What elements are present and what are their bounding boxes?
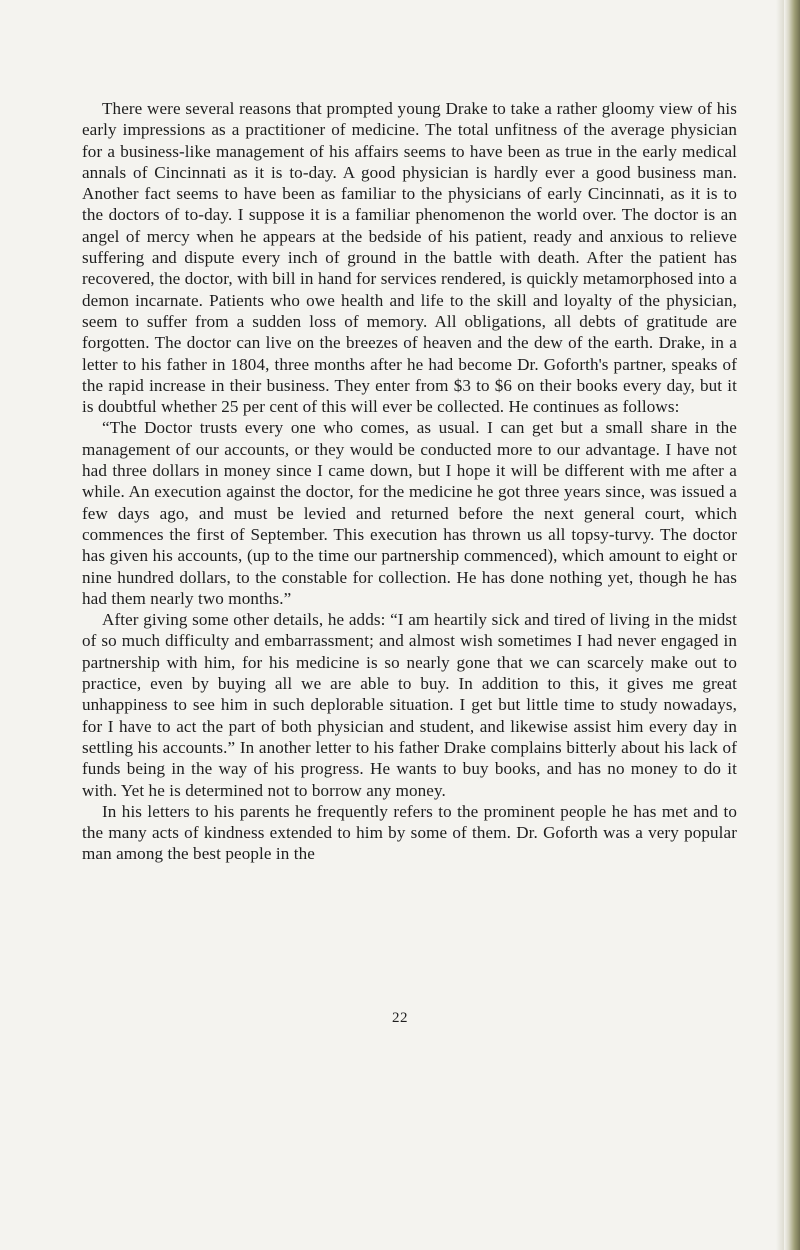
page-edge-band — [784, 0, 800, 1250]
paragraph-4: In his letters to his parents he frequently refers to the prominent people he has met and to the many acts of kindness extended to him by some of them. Dr. Goforth was a very popular man among the best people in the — [82, 801, 737, 864]
binding-shadow — [776, 0, 784, 1250]
body-text — [82, 98, 737, 865]
paragraph-1: There were several reasons that prompted young Drake to take a rather gloomy view of his early impressions as a practitioner of medicine. The total unfitness of the average physician for a business-like management of his affairs seems to have been as true in the early medical annals of Cincinnati as it is to-day. A good physician is hardly ever a good business man. Another fact seems to have been as familiar to the physicians of early Cincinnati, as it is to the doctors of to-day. I suppose it is a familiar phenomenon the world over. The doctor is an angel of mercy when he appears at the bedside of his patient, ready and anxious to relieve suffering and dispute every inch of ground in the battle with death. After the patient has recovered, the doctor, with bill in hand for services rendered, is quickly metamorphosed into a demon incarnate. Patients who owe health and life to the skill and loyalty of the physician, seem to suffer from a sudden loss of memory. All obligations, all debts of gratitude are forgotten. The doctor can live on the breezes of heaven and the dew of the earth. Drake, in a letter to his father in 1804, three months after he had become Dr. Goforth's partner, speaks of the rapid increase in their business. They enter from $3 to $6 on their books every day, but it is doubtful whether 25 per cent of this will ever be collected. He continues as follows: — [82, 99, 737, 417]
paragraph-2-quotation: “The Doctor trusts every one who comes, as usual. I can get but a small share in the management of our accounts, or they would be conducted more to our advantage. I have not had three dollars in money since I came down, but I hope it will be different with me after a while. An execution against the doctor, for the medicine he got three years since, was issued a few days ago, and must be levied and returned before the next general court, which commences the first of September. This execution has thrown us all topsy-turvy. The doctor has given his accounts, (up to the time our partnership commenced), which amount to eight or nine hundred dollars, to the constable for collection. He has done nothing yet, though he has had them nearly two months.” — [82, 418, 737, 608]
page-number: 22 — [392, 1010, 408, 1026]
paragraph-3: After giving some other details, he adds: “I am heartily sick and tired of living in the midst of so much difficulty and embarrassment; and almost wish sometimes I had never engaged in partnership with him, for his medicine is so nearly gone that we can scarcely make out to practice, even by buying all we are able to buy. In addition to this, it gives me great unhappiness to see him in such deplorable situation. I get but little time to study nowadays, for I have to act the part of both physician and student, and likewise assist him every day in settling his accounts.” In another letter to his father Drake complains bitterly about his lack of funds being in the way of his progress. He wants to buy books, and has no money to do it with. Yet he is determined not to borrow any money. — [82, 610, 737, 800]
